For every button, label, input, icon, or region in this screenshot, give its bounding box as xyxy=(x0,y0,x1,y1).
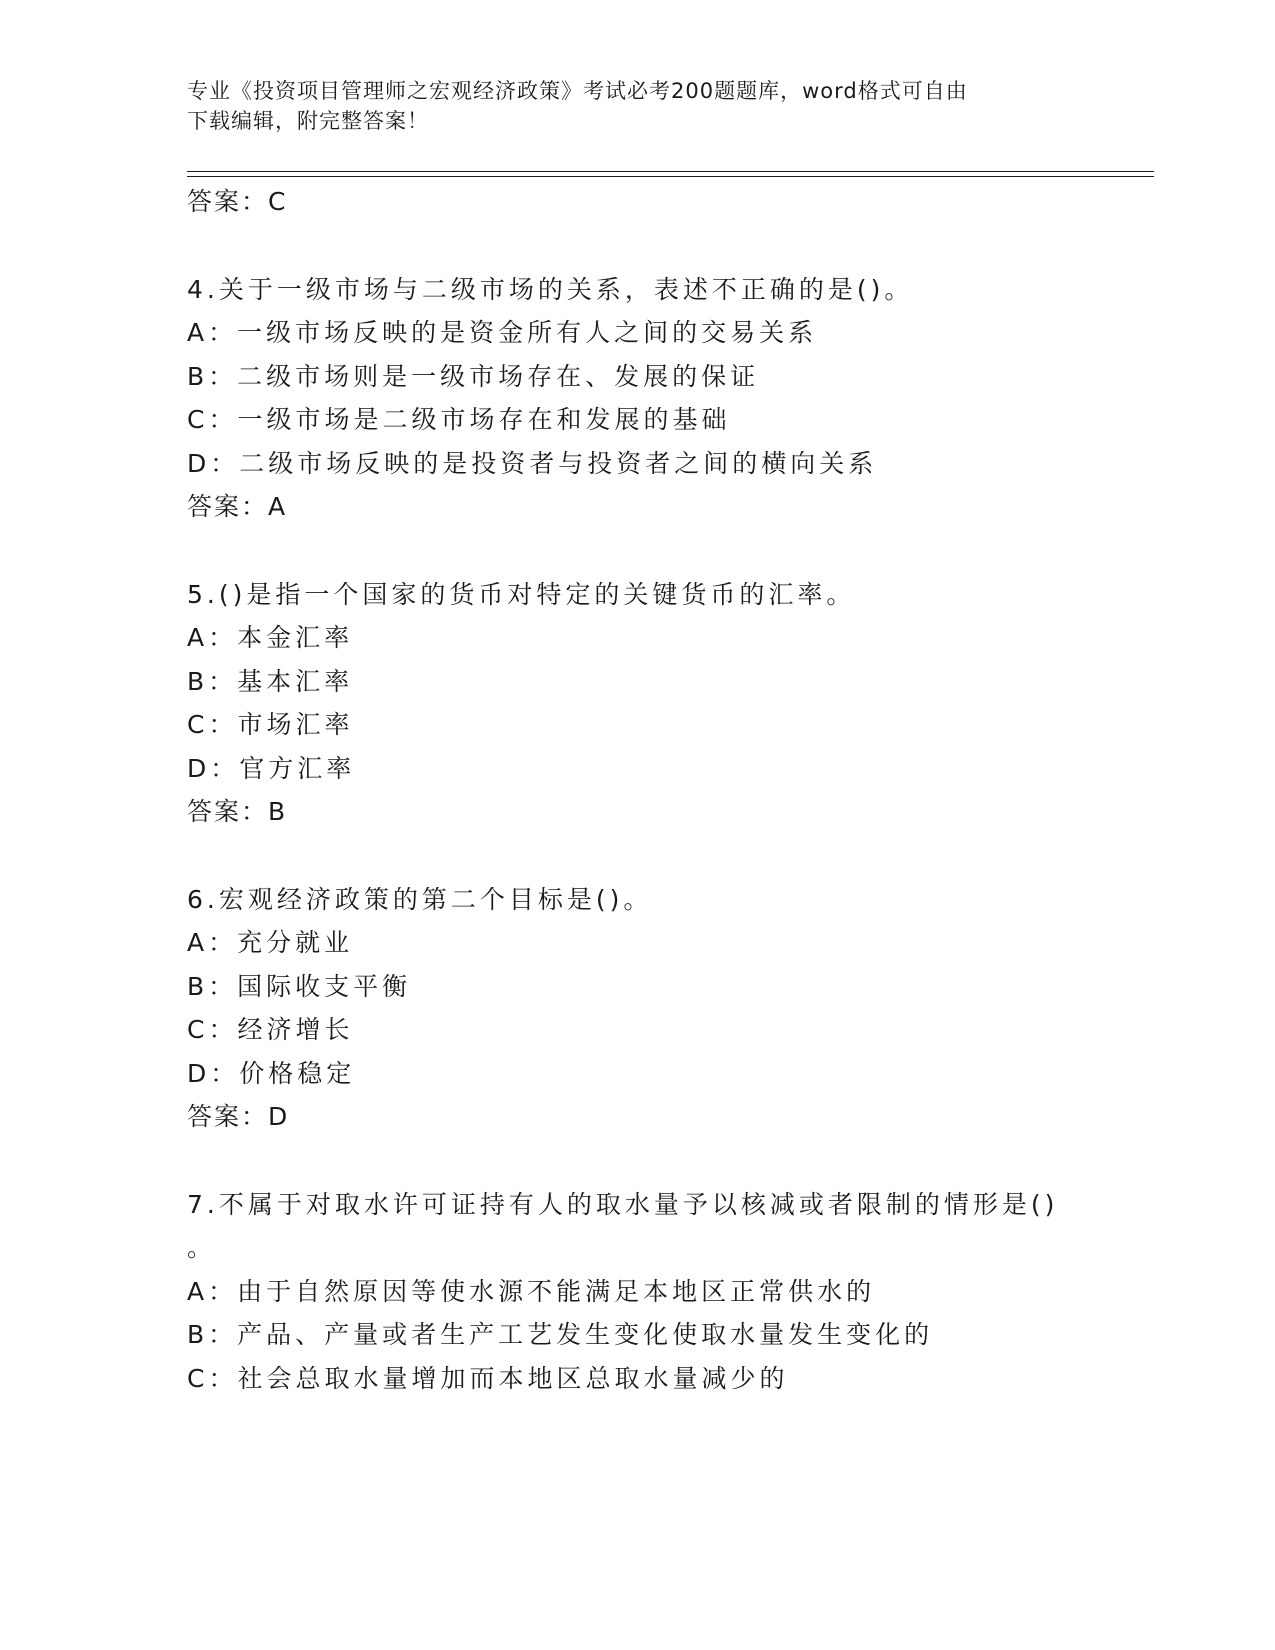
question-5-option-d: D：官方汇率 xyxy=(187,754,356,783)
question-6-option-b: B：国际收支平衡 xyxy=(187,972,412,1001)
question-4-option-a: A：一级市场反映的是资金所有人之间的交易关系 xyxy=(187,318,818,347)
question-4-option-c: C：一级市场是二级市场存在和发展的基础 xyxy=(187,405,731,434)
question-4-stem: 4.关于一级市场与二级市场的关系，表述不正确的是()。 xyxy=(187,275,914,304)
question-5-option-c: C：市场汇率 xyxy=(187,710,354,739)
question-7-option-c: C：社会总取水量增加而本地区总取水量减少的 xyxy=(187,1364,789,1393)
question-4-option-b: B：二级市场则是一级市场存在、发展的保证 xyxy=(187,362,760,391)
question-7-option-a: A：由于自然原因等使水源不能满足本地区正常供水的 xyxy=(187,1277,876,1306)
question-7-stem-continuation: 。 xyxy=(187,1233,217,1262)
question-6-option-c: C：经济增长 xyxy=(187,1015,354,1044)
document-header xyxy=(187,76,1067,136)
question-4-answer: 答案：A xyxy=(187,492,288,521)
question-6-stem: 6.宏观经济政策的第二个目标是()。 xyxy=(187,885,653,914)
question-7-stem: 7.不属于对取水许可证持有人的取水量予以核减或者限制的情形是() xyxy=(187,1190,1059,1219)
question-5-option-a: A：本金汇率 xyxy=(187,623,354,652)
answer-q3: 答案：C xyxy=(187,187,288,216)
header-divider-top xyxy=(187,171,1154,172)
header-divider-bottom xyxy=(187,176,1154,177)
question-6-answer: 答案：D xyxy=(187,1102,290,1131)
header-line-2: 下载编辑，附完整答案！ xyxy=(187,109,429,133)
question-5-stem: 5.()是指一个国家的货币对特定的关键货币的汇率。 xyxy=(187,580,856,609)
question-6-option-a: A：充分就业 xyxy=(187,928,354,957)
question-5-option-b: B：基本汇率 xyxy=(187,667,354,696)
question-6-option-d: D：价格稳定 xyxy=(187,1059,356,1088)
header-line-1: 专业《投资项目管理师之宏观经济政策》考试必考200题题库，word格式可自由 xyxy=(187,79,968,103)
question-5-answer: 答案：B xyxy=(187,797,288,826)
question-4-option-d: D：二级市场反映的是投资者与投资者之间的横向关系 xyxy=(187,449,878,478)
question-7-option-b: B：产品、产量或者生产工艺发生变化使取水量发生变化的 xyxy=(187,1320,934,1349)
